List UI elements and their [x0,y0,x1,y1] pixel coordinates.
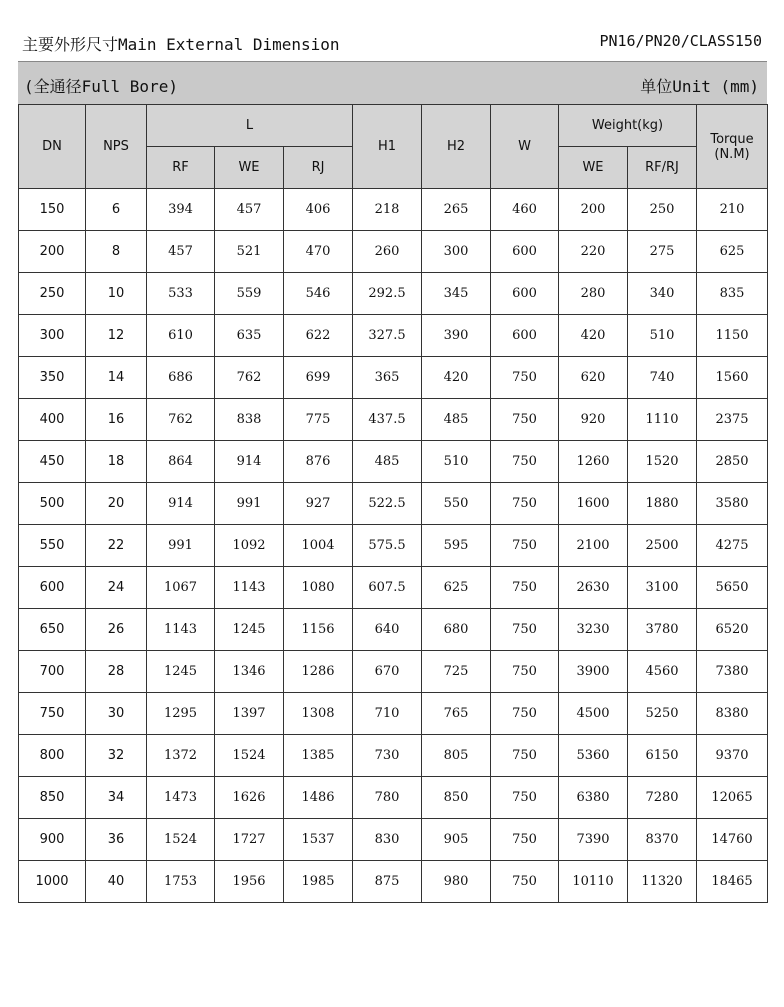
cell-weight-we: 2100 [559,525,628,567]
cell-weight-rfrj: 340 [628,273,697,315]
cell-h2: 595 [422,525,491,567]
cell-dn: 900 [19,819,86,861]
cell-nps: 6 [86,189,147,231]
cell-w: 750 [491,483,559,525]
cell-l-rj: 775 [284,399,353,441]
header-l-rf: RF [147,147,215,189]
cell-nps: 16 [86,399,147,441]
cell-l-rf: 1753 [147,861,215,903]
cell-torque: 8380 [697,693,768,735]
cell-weight-we: 7390 [559,819,628,861]
cell-l-rj: 1308 [284,693,353,735]
cell-h2: 265 [422,189,491,231]
cell-l-rf: 1245 [147,651,215,693]
cell-h1: 437.5 [353,399,422,441]
cell-l-rj: 470 [284,231,353,273]
cell-l-we: 635 [215,315,284,357]
cell-h1: 780 [353,777,422,819]
cell-l-rj: 876 [284,441,353,483]
cell-l-rf: 457 [147,231,215,273]
bore-type-label: (全通径Full Bore) [24,77,178,96]
cell-h1: 730 [353,735,422,777]
cell-h1: 575.5 [353,525,422,567]
cell-weight-rfrj: 740 [628,357,697,399]
cell-w: 750 [491,525,559,567]
cell-weight-we: 6380 [559,777,628,819]
cell-torque: 2375 [697,399,768,441]
cell-l-rj: 1385 [284,735,353,777]
cell-weight-we: 3900 [559,651,628,693]
cell-w: 750 [491,819,559,861]
cell-torque: 2850 [697,441,768,483]
cell-l-we: 1524 [215,735,284,777]
cell-l-we: 1346 [215,651,284,693]
cell-nps: 34 [86,777,147,819]
cell-torque: 7380 [697,651,768,693]
cell-h1: 640 [353,609,422,651]
cell-weight-rfrj: 4560 [628,651,697,693]
table-caption-band [18,61,767,104]
cell-torque: 3580 [697,483,768,525]
cell-h2: 850 [422,777,491,819]
table-row [19,819,768,861]
cell-weight-we: 10110 [559,861,628,903]
table-row [19,189,768,231]
cell-torque: 1150 [697,315,768,357]
cell-l-rj: 622 [284,315,353,357]
header-weight: Weight(kg) [559,105,697,147]
cell-weight-we: 620 [559,357,628,399]
cell-weight-we: 5360 [559,735,628,777]
cell-nps: 26 [86,609,147,651]
cell-dn: 1000 [19,861,86,903]
cell-weight-we: 4500 [559,693,628,735]
cell-l-rf: 610 [147,315,215,357]
cell-dn: 150 [19,189,86,231]
header-h2: H2 [422,105,491,189]
cell-nps: 12 [86,315,147,357]
cell-weight-rfrj: 1110 [628,399,697,441]
header-weight-rfrj: RF/RJ [628,147,697,189]
cell-l-rf: 1473 [147,777,215,819]
cell-l-rf: 864 [147,441,215,483]
cell-torque: 12065 [697,777,768,819]
cell-l-we: 1245 [215,609,284,651]
page-title: 主要外形尺寸Main External Dimension [22,35,340,54]
cell-h2: 390 [422,315,491,357]
cell-h1: 522.5 [353,483,422,525]
cell-weight-rfrj: 6150 [628,735,697,777]
cell-nps: 8 [86,231,147,273]
cell-nps: 20 [86,483,147,525]
header-l-we: WE [215,147,284,189]
cell-dn: 850 [19,777,86,819]
cell-torque: 1560 [697,357,768,399]
cell-nps: 18 [86,441,147,483]
cell-w: 750 [491,609,559,651]
cell-w: 750 [491,735,559,777]
table-row [19,273,768,315]
table-row [19,609,768,651]
table-row [19,693,768,735]
cell-torque: 9370 [697,735,768,777]
cell-weight-we: 1260 [559,441,628,483]
cell-weight-rfrj: 5250 [628,693,697,735]
cell-h1: 260 [353,231,422,273]
table-row [19,777,768,819]
cell-l-rj: 927 [284,483,353,525]
cell-weight-rfrj: 1520 [628,441,697,483]
cell-weight-we: 280 [559,273,628,315]
cell-h1: 485 [353,441,422,483]
cell-l-rj: 1486 [284,777,353,819]
cell-h2: 550 [422,483,491,525]
cell-h1: 830 [353,819,422,861]
cell-l-rj: 699 [284,357,353,399]
cell-weight-rfrj: 8370 [628,819,697,861]
cell-w: 750 [491,651,559,693]
cell-torque: 18465 [697,861,768,903]
cell-h1: 365 [353,357,422,399]
cell-dn: 650 [19,609,86,651]
cell-h2: 485 [422,399,491,441]
cell-dn: 400 [19,399,86,441]
header-dn: DN [19,105,86,189]
cell-w: 750 [491,693,559,735]
cell-dn: 500 [19,483,86,525]
cell-l-we: 1397 [215,693,284,735]
cell-dn: 300 [19,315,86,357]
table-row [19,357,768,399]
header-torque-unit: (N.M) [714,146,750,162]
cell-h1: 218 [353,189,422,231]
pressure-class-label: PN16/PN20/CLASS150 [599,32,762,50]
cell-w: 750 [491,861,559,903]
cell-l-we: 914 [215,441,284,483]
cell-l-we: 457 [215,189,284,231]
header-l: L [147,105,353,147]
cell-w: 600 [491,273,559,315]
cell-l-we: 838 [215,399,284,441]
cell-nps: 30 [86,693,147,735]
cell-l-we: 1092 [215,525,284,567]
cell-h2: 300 [422,231,491,273]
cell-l-rf: 1143 [147,609,215,651]
cell-torque: 6520 [697,609,768,651]
cell-dn: 200 [19,231,86,273]
cell-nps: 40 [86,861,147,903]
cell-h2: 805 [422,735,491,777]
cell-l-rf: 991 [147,525,215,567]
cell-torque: 5650 [697,567,768,609]
cell-l-we: 762 [215,357,284,399]
cell-w: 600 [491,231,559,273]
cell-l-rf: 1372 [147,735,215,777]
cell-l-rj: 1080 [284,567,353,609]
cell-w: 750 [491,441,559,483]
table-row [19,399,768,441]
cell-dn: 250 [19,273,86,315]
cell-l-rj: 1286 [284,651,353,693]
cell-weight-we: 1600 [559,483,628,525]
cell-w: 750 [491,399,559,441]
cell-l-rj: 1004 [284,525,353,567]
table-row [19,231,768,273]
cell-weight-we: 920 [559,399,628,441]
unit-label: 单位Unit (mm) [640,77,759,96]
cell-dn: 750 [19,693,86,735]
cell-l-rf: 686 [147,357,215,399]
cell-l-rj: 1985 [284,861,353,903]
table-row [19,861,768,903]
cell-weight-we: 220 [559,231,628,273]
cell-h2: 980 [422,861,491,903]
table-row [19,651,768,693]
cell-w: 750 [491,567,559,609]
cell-nps: 24 [86,567,147,609]
header-l-rj: RJ [284,147,353,189]
cell-nps: 14 [86,357,147,399]
cell-weight-rfrj: 250 [628,189,697,231]
table-row [19,441,768,483]
cell-weight-rfrj: 7280 [628,777,697,819]
cell-dn: 550 [19,525,86,567]
cell-torque: 625 [697,231,768,273]
table-row [19,525,768,567]
table-row [19,567,768,609]
cell-weight-rfrj: 1880 [628,483,697,525]
cell-torque: 835 [697,273,768,315]
cell-w: 600 [491,315,559,357]
cell-h1: 670 [353,651,422,693]
cell-weight-we: 200 [559,189,628,231]
cell-h1: 607.5 [353,567,422,609]
cell-weight-we: 3230 [559,609,628,651]
cell-torque: 4275 [697,525,768,567]
cell-weight-we: 2630 [559,567,628,609]
cell-weight-we: 420 [559,315,628,357]
cell-h2: 680 [422,609,491,651]
cell-l-we: 521 [215,231,284,273]
cell-h1: 327.5 [353,315,422,357]
cell-h1: 710 [353,693,422,735]
header-torque [697,105,768,189]
cell-nps: 28 [86,651,147,693]
cell-dn: 800 [19,735,86,777]
cell-w: 750 [491,777,559,819]
table-row [19,315,768,357]
cell-l-rf: 1067 [147,567,215,609]
cell-nps: 32 [86,735,147,777]
cell-nps: 10 [86,273,147,315]
cell-dn: 600 [19,567,86,609]
cell-h1: 292.5 [353,273,422,315]
cell-h2: 905 [422,819,491,861]
cell-l-rf: 914 [147,483,215,525]
cell-torque: 14760 [697,819,768,861]
header-weight-we: WE [559,147,628,189]
cell-w: 750 [491,357,559,399]
dimension-table [18,104,768,903]
cell-w: 460 [491,189,559,231]
cell-h2: 345 [422,273,491,315]
table-body [19,189,768,903]
cell-l-rf: 1295 [147,693,215,735]
cell-torque: 210 [697,189,768,231]
cell-l-we: 1143 [215,567,284,609]
cell-l-rf: 1524 [147,819,215,861]
cell-h2: 420 [422,357,491,399]
cell-h2: 725 [422,651,491,693]
table-header [19,105,768,189]
cell-l-we: 1626 [215,777,284,819]
cell-l-we: 1727 [215,819,284,861]
cell-weight-rfrj: 510 [628,315,697,357]
cell-l-we: 991 [215,483,284,525]
header-torque-label: Torque [710,131,754,147]
cell-l-rf: 394 [147,189,215,231]
cell-dn: 700 [19,651,86,693]
cell-h2: 510 [422,441,491,483]
cell-l-rf: 762 [147,399,215,441]
cell-h2: 765 [422,693,491,735]
cell-l-rj: 1537 [284,819,353,861]
cell-weight-rfrj: 11320 [628,861,697,903]
header-nps: NPS [86,105,147,189]
cell-weight-rfrj: 2500 [628,525,697,567]
cell-h2: 625 [422,567,491,609]
cell-weight-rfrj: 3780 [628,609,697,651]
cell-dn: 350 [19,357,86,399]
cell-h1: 875 [353,861,422,903]
cell-l-we: 1956 [215,861,284,903]
cell-nps: 36 [86,819,147,861]
header-w: W [491,105,559,189]
cell-dn: 450 [19,441,86,483]
cell-weight-rfrj: 3100 [628,567,697,609]
cell-weight-rfrj: 275 [628,231,697,273]
cell-l-rf: 533 [147,273,215,315]
cell-l-rj: 406 [284,189,353,231]
table-row [19,735,768,777]
table-row [19,483,768,525]
cell-l-rj: 546 [284,273,353,315]
cell-l-we: 559 [215,273,284,315]
cell-l-rj: 1156 [284,609,353,651]
header-h1: H1 [353,105,422,189]
cell-nps: 22 [86,525,147,567]
